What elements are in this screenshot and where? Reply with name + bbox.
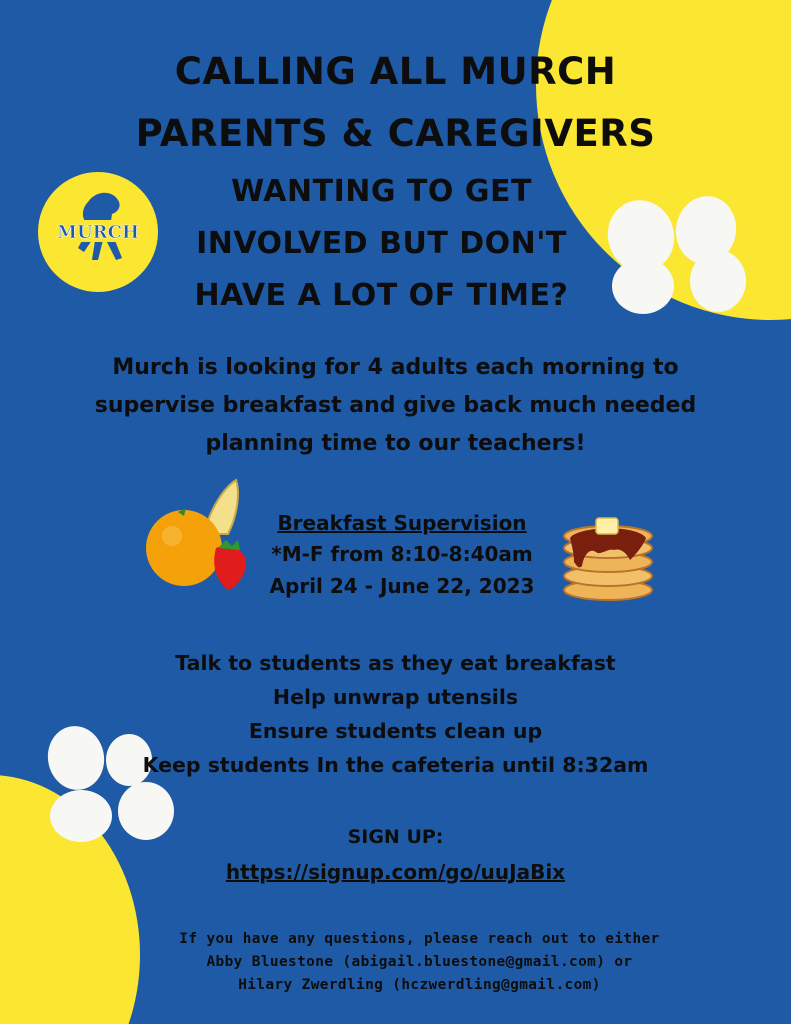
headline-line-2: PARENTS & CAREGIVERS xyxy=(135,112,656,155)
lead-line-3: planning time to our teachers! xyxy=(205,431,586,456)
subheadline-line-1: WANTING TO GET xyxy=(231,174,532,209)
subheadline-line-2: INVOLVED BUT DON'T xyxy=(196,226,567,261)
contact-line-2: Abby Bluestone (abigail.bluestone@gmail.com) or xyxy=(206,954,633,970)
contact-line-3: Hilary Zwerdling (hczwerdling@gmail.com) xyxy=(238,977,601,993)
breakfast-dates: April 24 - June 22, 2023 xyxy=(269,574,535,598)
duty-item: Ensure students clean up xyxy=(248,719,543,743)
duty-item: Keep students In the cafeteria until 8:32am xyxy=(142,753,649,777)
breakfast-info xyxy=(244,508,560,602)
lead-line-2: supervise breakfast and give back much needed xyxy=(94,393,697,418)
duty-item: Talk to students as they eat breakfast xyxy=(175,651,616,675)
lead-line-1: Murch is looking for 4 adults each morning to xyxy=(112,355,679,380)
breakfast-schedule: *M-F from 8:10-8:40am xyxy=(271,542,533,566)
duty-item: Help unwrap utensils xyxy=(272,685,519,709)
pancakes-icon xyxy=(556,508,660,604)
signup-link[interactable]: https://signup.com/go/uuJaBix xyxy=(225,860,566,884)
breakfast-title: Breakfast Supervision xyxy=(277,511,527,535)
logo-text: MURCH xyxy=(57,222,139,243)
contact-line-1: If you have any questions, please reach out to either xyxy=(179,931,660,947)
fruit-icon xyxy=(140,478,260,594)
signup-label: SIGN UP: xyxy=(347,826,444,848)
subheadline-line-3: HAVE A LOT OF TIME? xyxy=(194,278,569,313)
headline-line-1: CALLING ALL MURCH xyxy=(174,50,617,93)
